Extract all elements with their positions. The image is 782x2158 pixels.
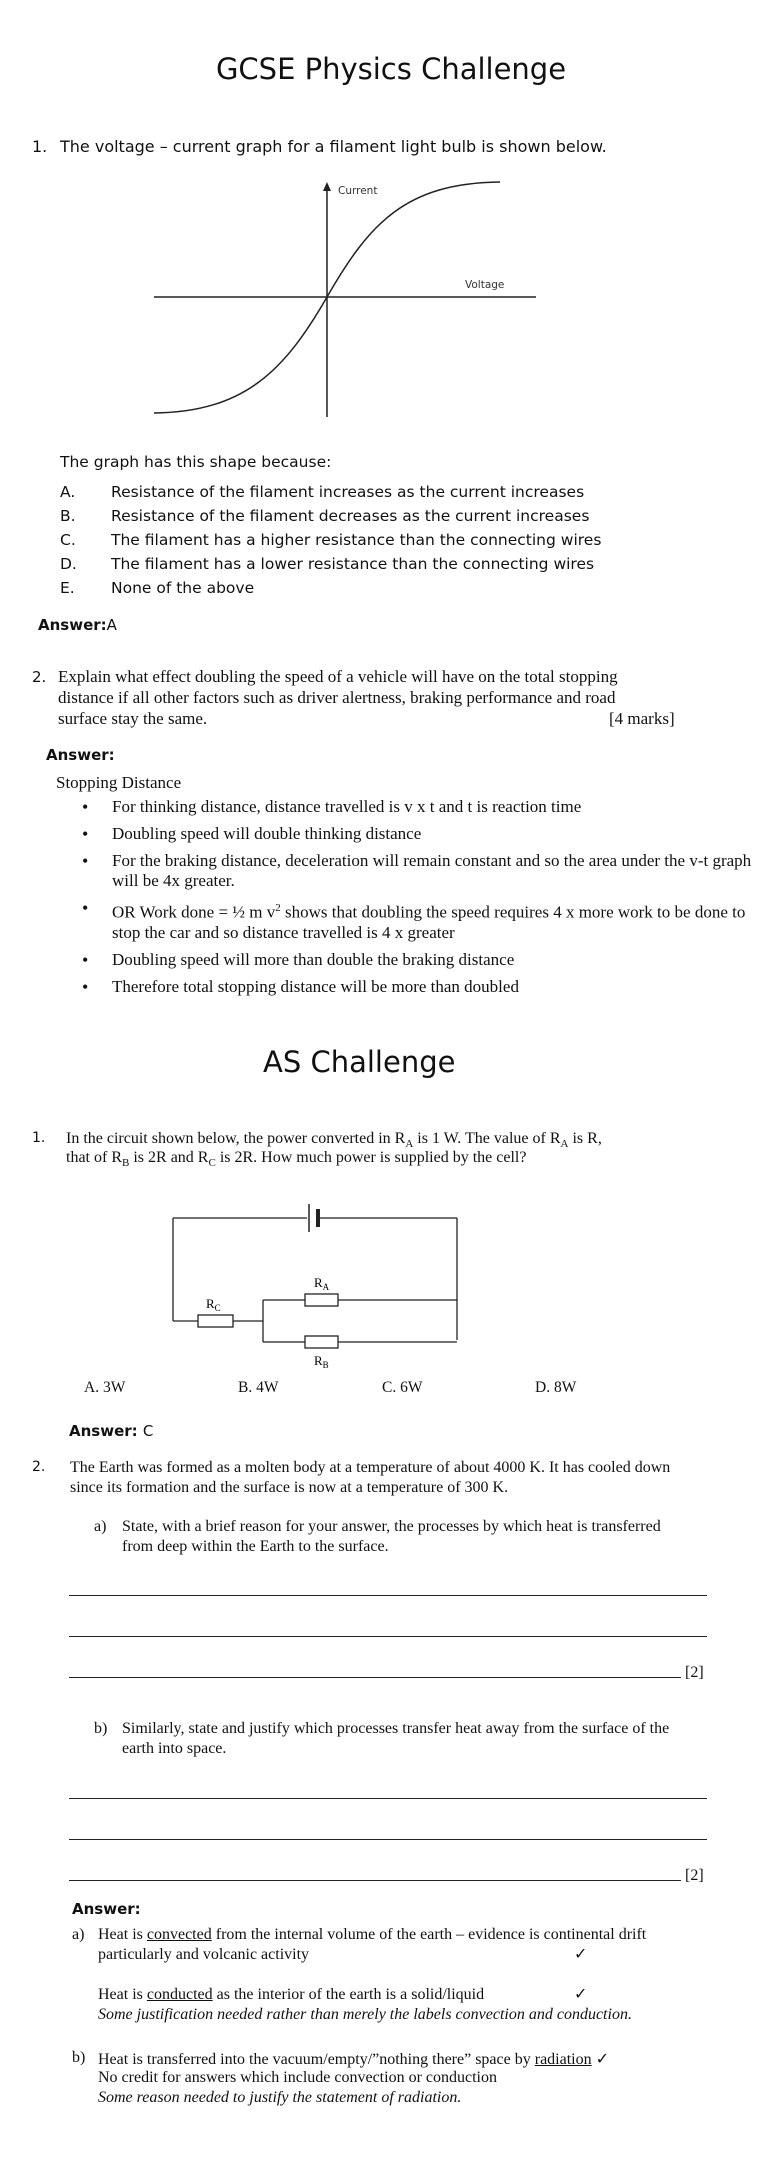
as-title: AS Challenge [263, 1045, 456, 1079]
gcse-q2-answer-label: Answer: [46, 746, 115, 764]
gcse-title: GCSE Physics Challenge [215, 52, 567, 86]
bullet-5: • Doubling speed will more than double the braking distance [82, 950, 752, 970]
answer-line-a1[interactable] [69, 1595, 707, 1596]
bullet-4: • OR Work done = ½ m $v^2$ shows that doubling the speed requires 4 x more work to be done to stop the car and so distance travelled is 4 x greater [82, 898, 752, 943]
gcse-q1-number: 1. [32, 137, 48, 156]
tick-a1: ✓ [574, 1946, 588, 1963]
as-q2b-marks: [2] [685, 1867, 704, 1884]
bullet-6: • Therefore total stopping distance will be more than doubled [82, 977, 752, 997]
as-q1-answer: Answer: C [69, 1422, 154, 1440]
resistor-rb [305, 1336, 338, 1348]
answer-line-b1[interactable] [69, 1798, 707, 1799]
resistor-ra [305, 1294, 338, 1306]
answer-line-b3[interactable] [69, 1880, 681, 1881]
bullet-1: • For thinking distance, distance travelled is v x t and t is reaction time [82, 797, 752, 817]
as-option-b: B. 4W [238, 1379, 279, 1396]
tick-b1: ✓ [595, 2051, 610, 2068]
circuit-diagram [160, 1190, 470, 1370]
as-q2-answer-label: Answer: [72, 1900, 141, 1918]
vi-graph [150, 180, 540, 420]
resistor-rc [198, 1315, 233, 1327]
label-rc: $R_C$ [206, 1296, 221, 1313]
as-option-a: A. 3W [84, 1379, 126, 1396]
gcse-q1-stem: The graph has this shape because: [60, 453, 332, 471]
label-ra: $R_A$ [314, 1275, 330, 1292]
bullet-2: • Doubling speed will double thinking distance [82, 824, 752, 844]
as-option-d: D. 8W [535, 1379, 577, 1396]
gcse-q2-bullets [82, 797, 752, 1003]
answer-line-a3[interactable] [69, 1677, 681, 1678]
as-q1-options [84, 1379, 684, 1401]
gcse-q2-answer-heading: Stopping Distance [56, 773, 182, 792]
y-axis-arrow [323, 182, 331, 191]
tick-a2: ✓ [574, 1986, 588, 2003]
graph-y-label: Current [338, 185, 378, 197]
gcse-q1-text: The voltage – current graph for a filament light bulb is shown below. [60, 137, 607, 156]
answer-line-b2[interactable] [69, 1839, 707, 1840]
as-q2a-marks: [2] [685, 1664, 704, 1681]
gcse-q1-answer: Answer:A [38, 616, 117, 634]
as-option-c: C. 6W [382, 1379, 423, 1396]
answer-line-a2[interactable] [69, 1636, 707, 1637]
gcse-q2-marks: [4 marks] [609, 709, 675, 728]
bullet-3: • For the braking distance, deceleration will remain constant and so the area under the v-t graph will be 4x greater. [82, 851, 752, 891]
label-rb: $R_B$ [314, 1353, 329, 1370]
graph-x-label: Voltage [465, 279, 505, 291]
